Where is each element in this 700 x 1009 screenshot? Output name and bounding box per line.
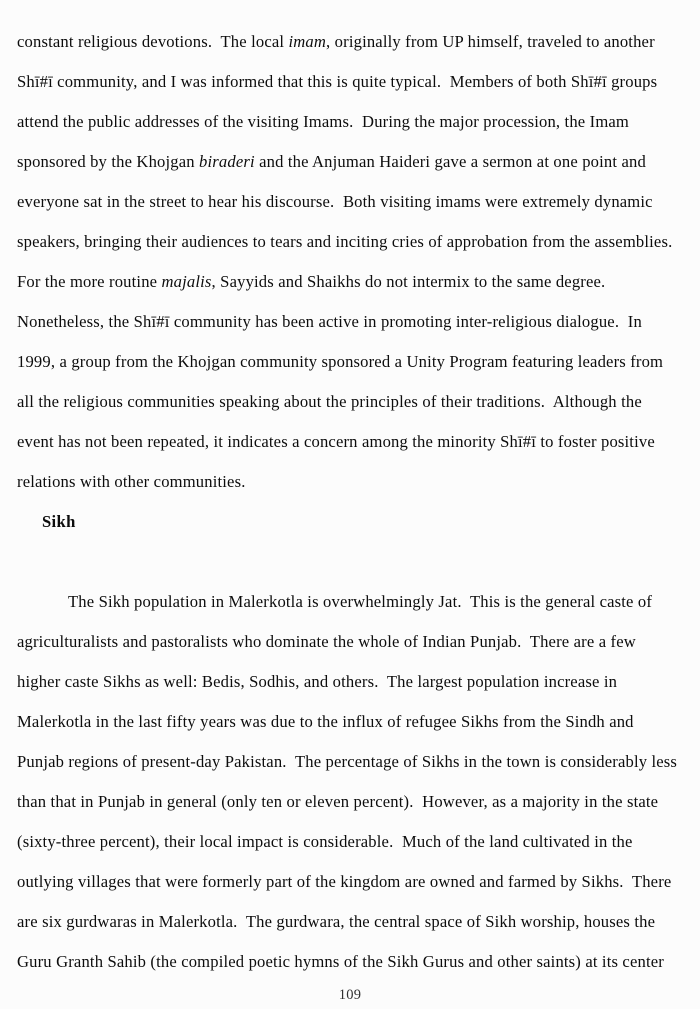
paragraph-line: sponsored by the Khojgan biraderi and the Anjuman Haideri gave a sermon at one point and: [17, 152, 646, 171]
paragraph-line: speakers, bringing their audiences to tears and inciting cries of approbation from the assemblies.: [17, 232, 673, 251]
paragraph-line: all the religious communities speaking about the principles of their traditions. Although the: [17, 392, 642, 411]
section-heading: Sikh: [42, 512, 76, 531]
italic-term: imam: [288, 32, 327, 51]
paragraph-line: higher caste Sikhs as well: Bedis, Sodhis, and others. The largest population increase in: [17, 672, 618, 691]
paragraph-line: outlying villages that were formerly part of the kingdom are owned and farmed by Sikhs. There: [17, 872, 672, 891]
paragraph-line: everyone sat in the street to hear his discourse. Both visiting imams were extremely dynamic: [17, 192, 653, 211]
paragraph-line: (sixty-three percent), their local impact is considerable. Much of the land cultivated in the: [17, 832, 633, 851]
page-number: 109: [338, 987, 362, 1003]
paragraph-line: The Sikh population in Malerkotla is overwhelmingly Jat. This is the general caste of: [68, 592, 653, 611]
paragraph-line: Punjab regions of present-day Pakistan. The percentage of Sikhs in the town is considerably less: [17, 752, 678, 771]
paragraph-line: Malerkotla in the last fifty years was due to the influx of refugee Sikhs from the Sindh and: [17, 712, 634, 731]
paragraph-line: constant religious devotions. The local imam, originally from UP himself, traveled to another: [17, 32, 655, 51]
paragraph-line: relations with other communities.: [17, 472, 246, 491]
paragraph-line: For the more routine majalis, Sayyids and Shaikhs do not intermix to the same degree.: [17, 272, 606, 291]
paragraph-line: Shī#ī community, and I was informed that this is quite typical. Members of both Shī#ī groups: [17, 72, 658, 91]
italic-term: majalis: [161, 272, 212, 291]
paragraph-line: agriculturalists and pastoralists who dominate the whole of Indian Punjab. There are a few: [17, 632, 636, 651]
paragraph-line: than that in Punjab in general (only ten or eleven percent). However, as a majority in the state: [17, 792, 659, 811]
blank-line: [17, 542, 685, 582]
paragraph-line: are six gurdwaras in Malerkotla. The gurdwara, the central space of Sikh worship, houses the: [17, 912, 656, 931]
paragraph-line: event has not been repeated, it indicates a concern among the minority Shī#ī to foster positive: [17, 432, 655, 451]
paragraph-line: 1999, a group from the Khojgan community sponsored a Unity Program featuring leaders from: [17, 352, 664, 371]
paragraph-line: Nonetheless, the Shī#ī community has been active in promoting inter-religious dialogue. In: [17, 312, 642, 331]
paragraph-line: Guru Granth Sahib (the compiled poetic hymns of the Sikh Gurus and other saints) at its center: [17, 952, 664, 971]
page-body-text: [17, 22, 685, 982]
paragraph-line: attend the public addresses of the visiting Imams. During the major procession, the Imam: [17, 112, 630, 131]
italic-term: biraderi: [199, 152, 255, 171]
